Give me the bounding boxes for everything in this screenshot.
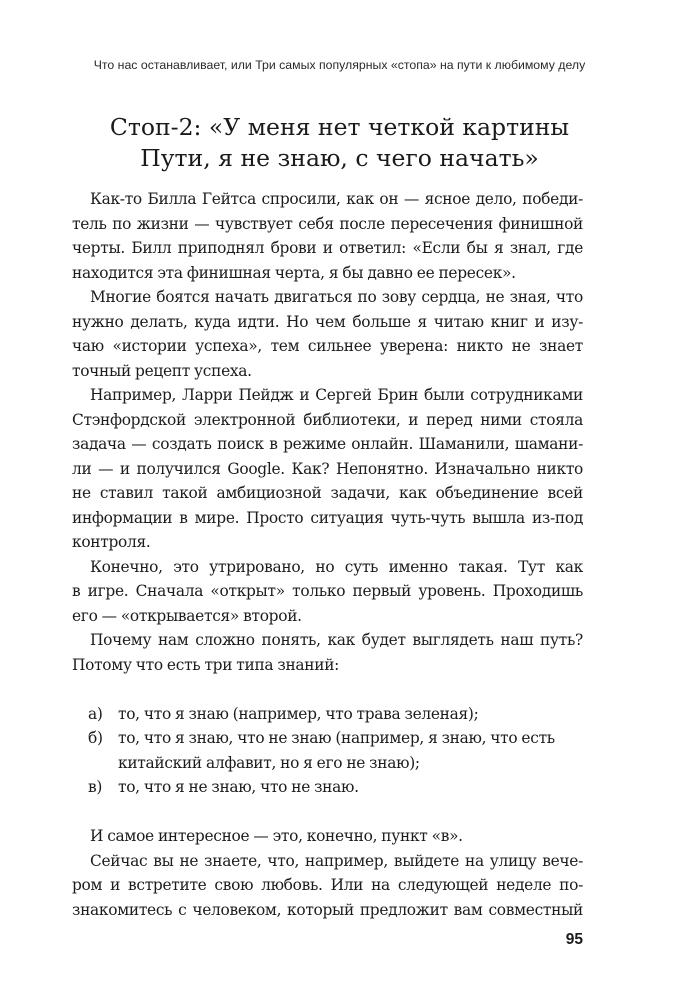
text-line: Сейчас вы не знаете, что, например, выйдете на улицу вече- [90,851,583,870]
text-line: чаю «истории успеха», тем сильнее уверена: никто не знает [72,337,583,355]
text-line: информации в мире. Просто ситуация чуть-чуть вышла из-под [72,508,583,527]
text-line: нужно делать, куда идти. Но чем больше я читаю книг и изу- [72,312,583,331]
text-line: Например, Ларри Пейдж и Сергей Брин были сотрудниками [90,386,583,404]
text-line: находится эта финишная черта, я бы давно ее пересек». [72,263,516,282]
running-head: Что нас останавливает, или Три самых популярных «стопа» на пути к любимому делу [93,58,586,72]
text-line: ром и встретите свою любовь. Или на следующей неделе по- [72,876,583,894]
text-line: Многие боятся начать двигаться по зову сердца, не зная, что [90,288,583,306]
text-line: в игре. Сначала «открыт» только первый уровень. Проходишь [72,582,583,600]
list-item [72,726,583,751]
list-item-text: то, что я не знаю, что не знаю. [118,778,359,796]
list-item-text: то, что я знаю (например, что трава зеленая); [118,704,479,723]
list-marker: б) [88,729,103,747]
list-marker: а) [88,704,103,723]
text-line: ли — и получился Google. Как? Непонятно. Изначально никто [72,459,583,478]
text-line: точный рецепт успеха. [72,361,252,380]
text-line: черты. Билл приподнял брови и ответил: «Если бы я знал, где [72,239,583,257]
text-line: задача — создать поиск в режиме онлайн. Шаманили, шамани- [72,435,583,453]
page-number: 95 [565,931,583,948]
list-item-text: то, что я знаю, что не знаю (например, я знаю, что есть [118,729,555,747]
text-line: Как-то Билла Гейтса спросили, как он — ясное дело, победи- [90,190,583,208]
list-item [72,775,583,800]
list-item-text: китайский алфавит, но я его не знаю); [118,753,420,772]
text-line: Потому что есть три типа знаний: [72,655,340,674]
text-line: Конечно, это утрировано, но суть именно такая. Тут как [90,557,583,576]
text-line: тель по жизни — чувствует себя после пересечения финишной [72,214,583,233]
chapter-title [0,112,679,174]
chapter-title-line: Пути, я не знаю, с чего начать» [140,144,539,172]
list-item-continuation [72,751,583,776]
text-line: Почему нам сложно понять, как будет выглядеть наш путь? [90,631,583,649]
text-line: И самое интересное — это, конечно, пункт «в». [90,827,463,845]
body-text [72,187,583,922]
list-item [72,702,583,727]
text-line: его — «открывается» второй. [72,606,302,625]
text-line: не ставил такой амбициозной задачи, как объединение всей [72,484,583,502]
text-line: Стэнфордской электронной библиотеки, и перед ними стояла [72,410,583,429]
text-line: контроля. [72,533,151,551]
text-line: знакомитесь с человеком, который предложит вам совместный [72,900,583,919]
chapter-title-line: Стоп-2: «У меня нет четкой картины [109,113,570,141]
list-marker: в) [88,778,103,796]
